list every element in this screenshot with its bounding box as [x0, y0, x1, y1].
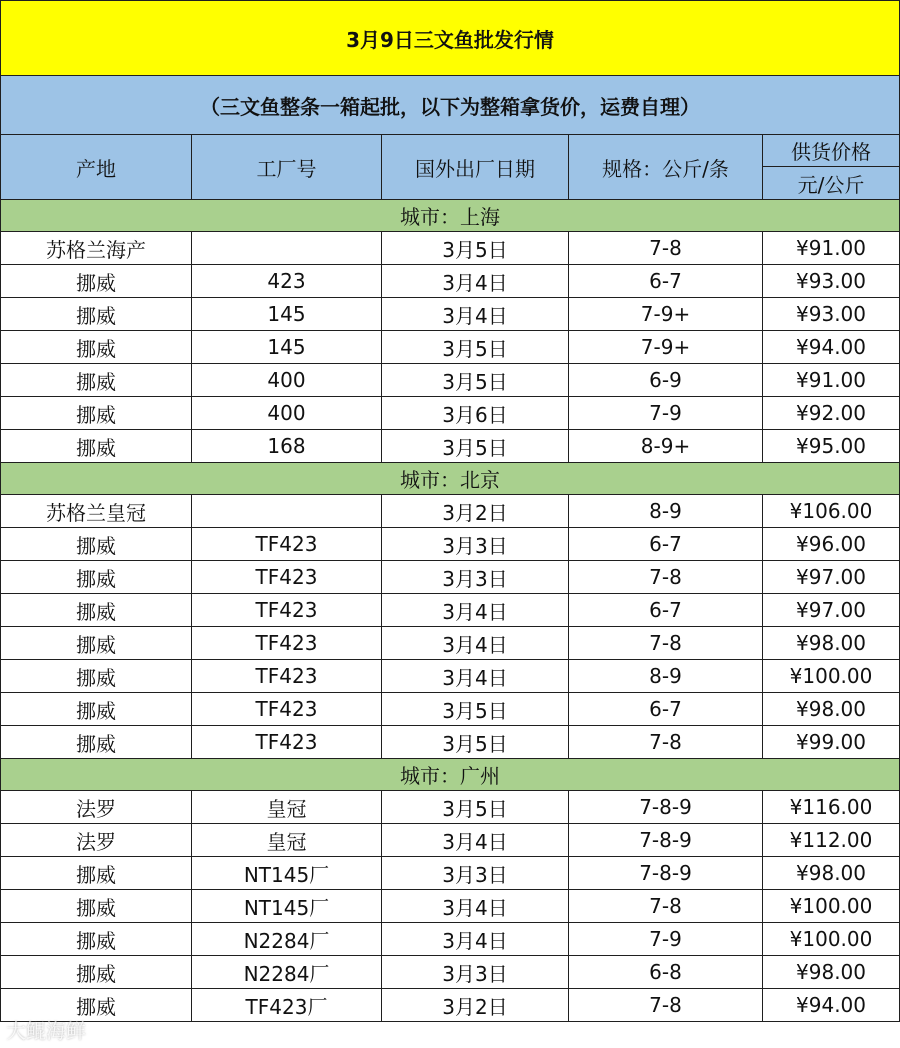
table-row: [1, 397, 900, 430]
cell-factory: N2284厂: [192, 956, 382, 989]
cell-factory: [192, 232, 382, 265]
table-row: [1, 660, 900, 693]
cell-price: ¥112.00: [763, 824, 900, 857]
cell-date: 3月5日: [382, 232, 569, 265]
city-label: 城市：上海: [1, 200, 900, 232]
cell-factory: TF423厂: [192, 989, 382, 1022]
cell-price: ¥99.00: [763, 726, 900, 759]
table-row: [1, 528, 900, 561]
cell-origin: 挪威: [1, 660, 192, 693]
cell-date: 3月5日: [382, 693, 569, 726]
table-row: [1, 265, 900, 298]
city-row: [1, 759, 900, 791]
cell-spec: 7-8: [569, 232, 763, 265]
table-row: [1, 890, 900, 923]
cell-factory: TF423: [192, 726, 382, 759]
note-row: [1, 76, 900, 135]
cell-spec: 8-9+: [569, 430, 763, 463]
cell-factory: 145: [192, 298, 382, 331]
cell-factory: TF423: [192, 561, 382, 594]
title-row: [1, 1, 900, 76]
table-row: [1, 956, 900, 989]
cell-factory: TF423: [192, 693, 382, 726]
cell-origin: 挪威: [1, 594, 192, 627]
cell-factory: 423: [192, 265, 382, 298]
cell-price: ¥98.00: [763, 857, 900, 890]
cell-origin: 挪威: [1, 528, 192, 561]
cell-origin: 挪威: [1, 430, 192, 463]
cell-price: ¥95.00: [763, 430, 900, 463]
cell-date: 3月3日: [382, 561, 569, 594]
cell-date: 3月4日: [382, 660, 569, 693]
cell-price: ¥98.00: [763, 956, 900, 989]
cell-price: ¥93.00: [763, 265, 900, 298]
table-row: [1, 693, 900, 726]
cell-factory: TF423: [192, 660, 382, 693]
table-row: [1, 824, 900, 857]
cell-date: 3月2日: [382, 989, 569, 1022]
table-row: [1, 627, 900, 660]
cell-factory: [192, 495, 382, 528]
header-origin: 产地: [1, 135, 192, 200]
cell-price: ¥91.00: [763, 232, 900, 265]
cell-factory: 400: [192, 364, 382, 397]
sheet-title: 3月9日三文鱼批发行情: [1, 1, 900, 76]
cell-spec: 8-9: [569, 660, 763, 693]
table-row: [1, 430, 900, 463]
cell-date: 3月5日: [382, 430, 569, 463]
cell-spec: 7-9: [569, 397, 763, 430]
cell-factory: TF423: [192, 594, 382, 627]
cell-price: ¥94.00: [763, 989, 900, 1022]
cell-date: 3月4日: [382, 298, 569, 331]
header-row: [1, 135, 900, 167]
table-row: [1, 857, 900, 890]
table-row: [1, 495, 900, 528]
cell-origin: 挪威: [1, 956, 192, 989]
cell-spec: 7-8-9: [569, 857, 763, 890]
table-row: [1, 923, 900, 956]
cell-origin: 挪威: [1, 364, 192, 397]
cell-spec: 7-8: [569, 627, 763, 660]
cell-factory: TF423: [192, 627, 382, 660]
city-label: 城市：北京: [1, 463, 900, 495]
cell-date: 3月4日: [382, 627, 569, 660]
cell-factory: NT145厂: [192, 857, 382, 890]
cell-spec: 7-8-9: [569, 791, 763, 824]
cell-price: ¥92.00: [763, 397, 900, 430]
cell-origin: 法罗: [1, 824, 192, 857]
cell-spec: 6-7: [569, 594, 763, 627]
cell-origin: 挪威: [1, 923, 192, 956]
table-row: [1, 726, 900, 759]
cell-price: ¥100.00: [763, 923, 900, 956]
cell-spec: 6-7: [569, 528, 763, 561]
cell-origin: 挪威: [1, 890, 192, 923]
cell-origin: 挪威: [1, 397, 192, 430]
cell-origin: 挪威: [1, 298, 192, 331]
cell-date: 3月5日: [382, 331, 569, 364]
table-row: [1, 232, 900, 265]
cell-spec: 8-9: [569, 495, 763, 528]
cell-date: 3月2日: [382, 495, 569, 528]
cell-origin: 挪威: [1, 857, 192, 890]
cell-spec: 6-7: [569, 265, 763, 298]
cell-price: ¥106.00: [763, 495, 900, 528]
table-row: [1, 989, 900, 1022]
cell-origin: 挪威: [1, 627, 192, 660]
header-date: 国外出厂日期: [382, 135, 569, 200]
header-spec: 规格：公斤/条: [569, 135, 763, 200]
cell-price: ¥94.00: [763, 331, 900, 364]
cell-date: 3月4日: [382, 824, 569, 857]
cell-origin: 苏格兰皇冠: [1, 495, 192, 528]
table-row: [1, 594, 900, 627]
cell-date: 3月5日: [382, 726, 569, 759]
table-row: [1, 791, 900, 824]
cell-origin: 挪威: [1, 989, 192, 1022]
header-price-unit: 元/公斤: [763, 167, 900, 200]
cell-date: 3月3日: [382, 956, 569, 989]
cell-price: ¥97.00: [763, 594, 900, 627]
cell-price: ¥100.00: [763, 890, 900, 923]
cell-price: ¥116.00: [763, 791, 900, 824]
header-price: 供货价格: [763, 135, 900, 167]
cell-price: ¥98.00: [763, 627, 900, 660]
cell-spec: 7-9+: [569, 298, 763, 331]
cell-date: 3月4日: [382, 890, 569, 923]
cell-factory: 皇冠: [192, 791, 382, 824]
cell-spec: 7-8: [569, 989, 763, 1022]
cell-spec: 7-9+: [569, 331, 763, 364]
cell-date: 3月3日: [382, 857, 569, 890]
cell-origin: 法罗: [1, 791, 192, 824]
table-row: [1, 331, 900, 364]
cell-date: 3月4日: [382, 594, 569, 627]
cell-spec: 7-8: [569, 561, 763, 594]
cell-factory: N2284厂: [192, 923, 382, 956]
cell-factory: 皇冠: [192, 824, 382, 857]
cell-spec: 6-7: [569, 693, 763, 726]
cell-origin: 挪威: [1, 331, 192, 364]
cell-factory: 145: [192, 331, 382, 364]
cell-spec: 7-8: [569, 726, 763, 759]
cell-origin: 挪威: [1, 693, 192, 726]
cell-date: 3月3日: [382, 528, 569, 561]
city-label: 城市：广州: [1, 759, 900, 791]
cell-spec: 7-8-9: [569, 824, 763, 857]
cell-origin: 挪威: [1, 265, 192, 298]
cell-spec: 6-8: [569, 956, 763, 989]
city-row: [1, 463, 900, 495]
sheet-note: （三文鱼整条一箱起批，以下为整箱拿货价，运费自理）: [1, 76, 900, 135]
cell-factory: TF423: [192, 528, 382, 561]
table-row: [1, 364, 900, 397]
city-row: [1, 200, 900, 232]
table-row: [1, 298, 900, 331]
cell-origin: 苏格兰海产: [1, 232, 192, 265]
cell-factory: 168: [192, 430, 382, 463]
watermark: 大鲲海鲜: [6, 1019, 86, 1043]
cell-factory: NT145厂: [192, 890, 382, 923]
cell-origin: 挪威: [1, 726, 192, 759]
cell-price: ¥98.00: [763, 693, 900, 726]
cell-price: ¥93.00: [763, 298, 900, 331]
header-factory: 工厂号: [192, 135, 382, 200]
cell-date: 3月4日: [382, 265, 569, 298]
table-row: [1, 561, 900, 594]
cell-date: 3月5日: [382, 364, 569, 397]
cell-spec: 7-9: [569, 923, 763, 956]
cell-price: ¥96.00: [763, 528, 900, 561]
cell-price: ¥91.00: [763, 364, 900, 397]
cell-spec: 7-8: [569, 890, 763, 923]
cell-price: ¥100.00: [763, 660, 900, 693]
cell-spec: 6-9: [569, 364, 763, 397]
cell-date: 3月6日: [382, 397, 569, 430]
cell-date: 3月4日: [382, 923, 569, 956]
cell-price: ¥97.00: [763, 561, 900, 594]
cell-factory: 400: [192, 397, 382, 430]
cell-date: 3月5日: [382, 791, 569, 824]
cell-origin: 挪威: [1, 561, 192, 594]
